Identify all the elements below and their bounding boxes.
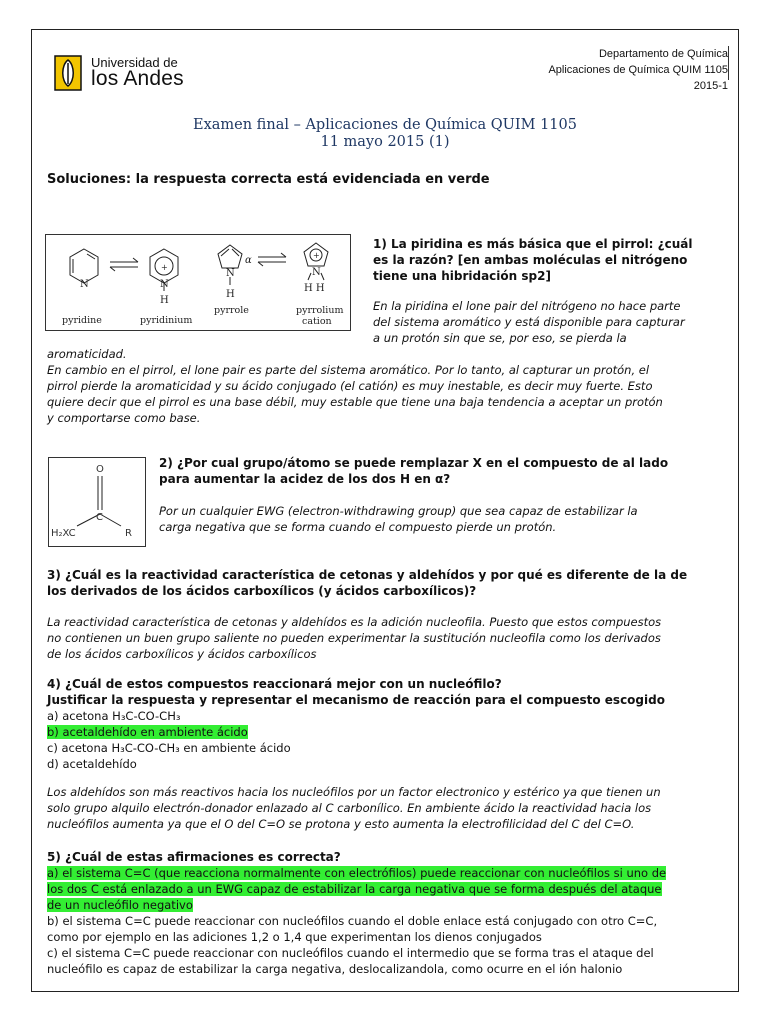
q4-question [47,676,727,708]
pyrrolium-n-label: N [312,267,321,278]
q5-option-c [47,945,727,977]
carbonyl-o-label: O [96,464,104,475]
q5-option-a-line: los dos C está enlazado a un EWG capaz de estabilizar la carga negativa que se forma después del ataque [47,882,662,896]
q1-answer-full [47,346,727,426]
q5-option-c-line: nucleófilo es capaz de estabilizar la carga negativa, deslocalizandola, como ocurre en el ión halonio [47,962,623,976]
q4-answer-line: solo grupo alquilo electrón-donador enlazado al C carbonílico. En ambiente ácido la reactividad hacia los [47,801,652,815]
q1-answer-line: a un protón sin que se, por eso, se pierda la [373,331,627,345]
pyrrole-h-label: H [226,289,235,300]
q4-answer [47,784,727,832]
exam-date: 11 mayo 2015 (1) [320,134,450,150]
carbonyl-figure [48,457,146,547]
pyridinium-plus: + [161,263,168,272]
term: 2015-1 [693,80,728,92]
q1-answer-line: aromaticidad. [47,347,127,361]
pyridine-pyrrole-diagram [46,235,350,330]
q3-question-line: 3) ¿Cuál es la reactividad característica de cetonas y aldehídos y por qué es diferente de la de [47,568,688,582]
q1-question-line: 1) La piridina es más básica que el pirrol: ¿cuál [373,237,693,251]
q4-option-a: a) acetona H₃C-CO-CH₃ [47,709,181,723]
q1-answer-line: En cambio en el pirrol, el lone pair es parte del sistema aromático. Por lo tanto, al capturar un protón, el [47,363,650,377]
course-name: Aplicaciones de Química QUIM 1105 [548,64,728,76]
q4-options [47,708,727,772]
carbonyl-c-label: C [96,512,103,523]
q4-option-c: c) acetona H₃C-CO-CH₃ en ambiente ácido [47,741,291,755]
logo-line2: los Andes [91,67,184,90]
pyrrolium-plus: + [313,251,320,260]
q1-answer-line: pirrol pierde la aromaticidad y su ácido conjugado (el catión) es muy inestable, es decir muy fuerte. Esto [47,379,653,393]
carbonyl-left-label: H₂XC [51,528,76,539]
cation-label: cation [302,316,332,327]
header-divider [728,46,729,80]
q3-answer [47,614,727,662]
q4-question-line: Justificar la respuesta y representar el mecanismo de reacción para el compuesto escogido [47,693,665,707]
q1-question-line: tiene una hibridación sp2] [373,269,551,283]
pyridinium-n-label: N [160,279,169,290]
q5-option-b [47,913,727,945]
q2-answer [159,503,729,535]
pyridinium-h-label: H [160,295,169,306]
pyridinium-label: pyridinium [140,315,193,326]
solutions-note: Soluciones: la respuesta correcta está evidenciada en verde [47,172,490,187]
carbonyl-r-label: R [125,528,132,539]
q2-answer-line: Por un cualquier EWG (electron-withdrawing group) que sea capaz de estabilizar la [159,504,638,518]
q3-answer-line: La reactividad característica de cetonas y aldehídos es la adición nucleofila. Puesto que estos compuestos [47,615,662,629]
q5-option-b-line: como por ejemplo en las adiciones 1,2 o 1,4 que experimentan los dienos conjugados [47,930,542,944]
q3-question [47,567,727,599]
pyrrole-alpha: α [245,255,252,266]
q3-question-line: los derivados de los ácidos carboxílicos (y ácidos carboxílicos)? [47,584,477,598]
q1-answer-line: y comportarse como base. [47,411,201,425]
q1-question [373,236,723,284]
q2-answer-line: carga negativa que se forma cuando el compuesto pierde un protón. [159,520,557,534]
logo-mark-icon [54,55,82,91]
q2-question-line: 2) ¿Por cual grupo/átomo se puede remplazar X en el compuesto de al lado [159,456,669,470]
q1-answer-side [373,298,723,346]
department: Departamento de Química [598,48,728,60]
q5-question: 5) ¿Cuál de estas afirmaciones es correcta? [47,850,341,864]
q5-options [47,865,727,977]
pyrrolium-h-label: H H [304,283,325,294]
university-logo [54,55,189,93]
q5-option-a-line: a) el sistema C=C (que reacciona normalmente con electrófilos) puede reaccionar con nucleófilos si uno de [47,866,667,880]
q1-answer-line: quiere decir que el pirrol es una base débil, muy estable que tiene una baja tendencia a aceptar un protón [47,395,663,409]
q4-option-b-correct: b) acetaldehído en ambiente ácido [47,725,248,739]
header-info [548,46,728,94]
q1-answer-line: del sistema aromático y está disponible para capturar [373,315,685,329]
q5-option-b-line: b) el sistema C=C puede reaccionar con nucleófilos cuando el doble enlace está conjugado con otro C=C, [47,914,658,928]
q2-question [159,455,729,487]
exam-title: Examen final – Aplicaciones de Química QUIM 1105 [193,117,577,133]
q1-answer-line: En la piridina el lone pair del nitrógeno no hace parte [373,299,681,313]
q4-answer-line: nucleófilos aumenta ya que el O del C=O se protona y esto aumenta la electrofilicidad del C del C=O. [47,817,635,831]
q4-answer-line: Los aldehídos son más reactivos hacia los nucleófilos por un factor electronico y estérico ya que tienen un [47,785,661,799]
carbonyl-diagram [49,458,145,546]
q3-answer-line: no contienen un buen grupo saliente no pueden experimentar la sustitución nucleofila como los derivados [47,631,661,645]
pyridine-n-label: N [80,279,89,290]
pyridine-label: pyridine [62,315,102,326]
q5-option-c-line: c) el sistema C=C puede reaccionar con nucleófilos cuando el intermedio que se forma tras el ataque del [47,946,654,960]
q4-question-line: 4) ¿Cuál de estos compuestos reaccionará mejor con un nucleófilo? [47,677,502,691]
q1-question-line: es la razón? [en ambas moléculas el nitrógeno [373,253,688,267]
q3-answer-line: de los ácidos carboxílicos y ácidos carboxílicos [47,647,317,661]
pyrrole-n-label: N [226,268,235,279]
logo-line1: Universidad de [91,55,178,70]
q5-option-a-correct [47,865,727,913]
pyrrole-label: pyrrole [214,305,249,316]
q4-option-d: d) acetaldehído [47,757,137,771]
pyrrolium-label: pyrrolium [296,305,344,316]
q5-option-a-line: de un nucleófilo negativo [47,898,193,912]
pyridine-pyrrole-figure [45,234,351,331]
q2-question-line: para aumentar la acidez de los dos H en α? [159,472,451,486]
